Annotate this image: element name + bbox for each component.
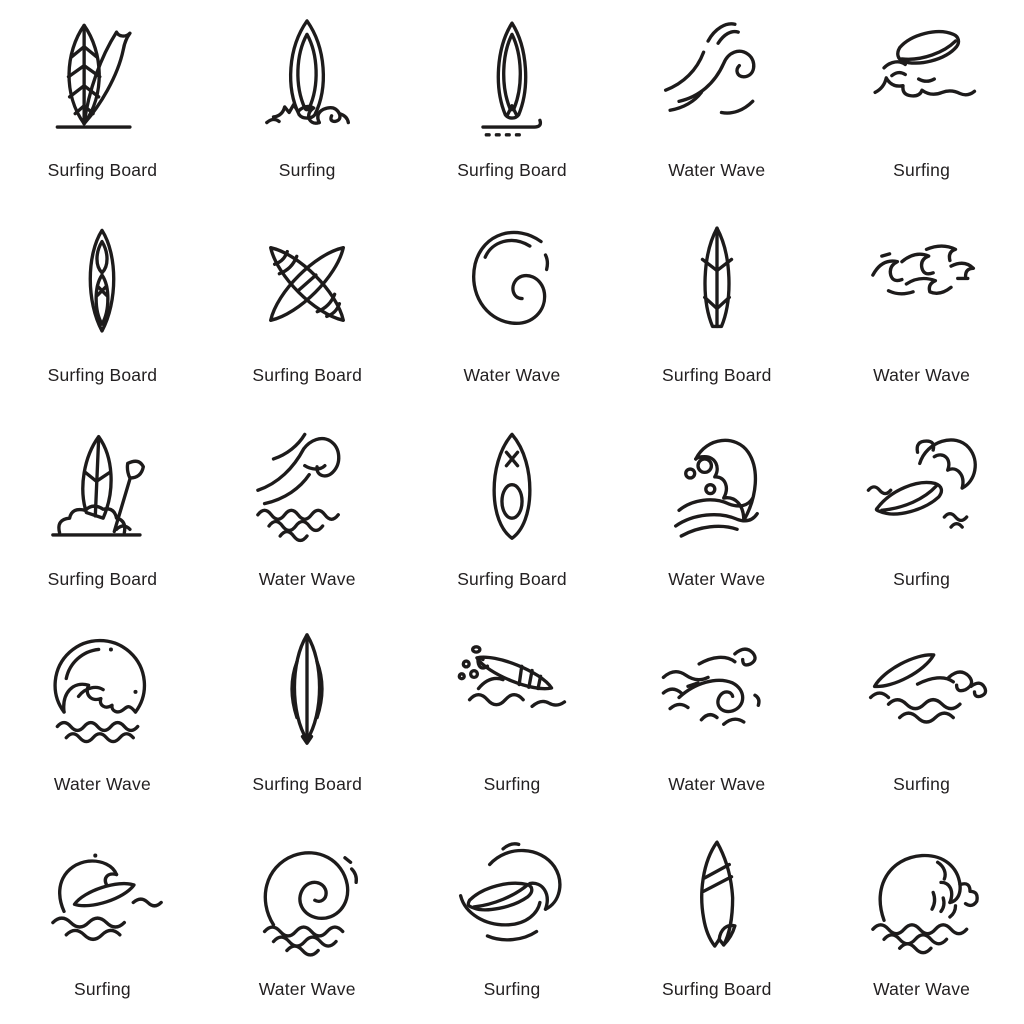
icon-item	[205, 614, 410, 819]
icon-label: Water Wave	[873, 979, 971, 999]
flowing-wave-icon	[650, 12, 784, 146]
icon-label: Surfing	[73, 979, 131, 999]
icon-label: Surfing Board	[47, 159, 158, 180]
icon-label: Water Wave	[258, 569, 356, 590]
icon-item	[614, 819, 819, 1024]
icon-item	[614, 410, 819, 615]
icon-item	[0, 819, 205, 1024]
icon-item	[410, 0, 615, 205]
paddle-board-stand-icon	[445, 12, 579, 146]
choppy-waves-icon	[855, 217, 989, 351]
icon-item	[205, 410, 410, 615]
icon-label: Surfing	[893, 774, 951, 795]
foam-wave-bubbles-icon	[650, 421, 784, 555]
icon-item	[0, 0, 205, 205]
barrel-surfing-icon	[445, 831, 579, 965]
icon-item	[410, 614, 615, 819]
icon-item	[614, 205, 819, 410]
curling-wave-icon	[445, 217, 579, 351]
icon-item	[410, 205, 615, 410]
icon-label: Surfing Board	[457, 569, 567, 590]
surfboard-splash-icon	[855, 12, 989, 146]
icon-label: Surfing	[278, 159, 336, 180]
icon-item	[819, 614, 1024, 819]
icon-item	[0, 614, 205, 819]
icon-label: Surfing	[893, 569, 951, 590]
surfboard-wave-icon	[240, 12, 374, 146]
icon-label: Water Wave	[668, 159, 766, 180]
splash-surfing-icon	[445, 626, 579, 760]
icon-label: Surfing	[483, 774, 541, 795]
beach-surfboard-paddle-icon	[35, 421, 169, 555]
icon-item	[205, 0, 410, 205]
paddleboard-x-icon	[445, 421, 579, 555]
icon-item	[819, 205, 1024, 410]
icon-label: Water Wave	[668, 569, 766, 590]
wind-wave-curl-icon	[650, 626, 784, 760]
icon-label: Water Wave	[53, 774, 151, 795]
icon-item	[205, 205, 410, 410]
marked-surfboard-icon	[35, 217, 169, 351]
crossed-surfboards-icon	[240, 217, 374, 351]
icon-label: Surfing Board	[252, 774, 362, 795]
icon-label: Surfing Board	[47, 364, 158, 385]
icon-item	[410, 819, 615, 1024]
icon-label: Water Wave	[873, 364, 971, 385]
icon-item	[819, 819, 1024, 1024]
wave-curl-surfboard-icon	[855, 421, 989, 555]
icon-item	[614, 614, 819, 819]
double-surfboard-icon	[35, 12, 169, 146]
icon-item	[0, 410, 205, 615]
icon-label: Surfing Board	[661, 979, 772, 999]
icon-label: Surfing Board	[457, 159, 567, 180]
twin-curve-surfboard-icon	[240, 626, 374, 760]
icon-label: Water Wave	[668, 774, 766, 795]
icon-item	[819, 410, 1024, 615]
icon-label: Water Wave	[463, 364, 561, 385]
icon-item	[819, 0, 1024, 205]
icon-label: Surfing Board	[661, 364, 772, 385]
surf-wave-board-icon	[35, 831, 169, 965]
tsunami-wave-icon	[855, 831, 989, 965]
sea-wave-icon	[240, 421, 374, 555]
board-swirl-icon	[855, 626, 989, 760]
icon-label: Surfing	[483, 979, 541, 999]
leaf-surfboard-icon	[650, 217, 784, 351]
icon-item	[410, 410, 615, 615]
icon-item	[614, 0, 819, 205]
icon-item	[0, 205, 205, 410]
icon-label: Water Wave	[258, 979, 356, 999]
icon-label: Surfing Board	[47, 569, 158, 590]
icon-label: Surfing	[893, 159, 951, 180]
spiral-wave-sea-icon	[240, 831, 374, 965]
icon-item	[205, 819, 410, 1024]
sun-wave-circle-icon	[35, 626, 169, 760]
fin-surfboard-icon	[650, 831, 784, 965]
icon-label: Surfing Board	[252, 364, 362, 385]
